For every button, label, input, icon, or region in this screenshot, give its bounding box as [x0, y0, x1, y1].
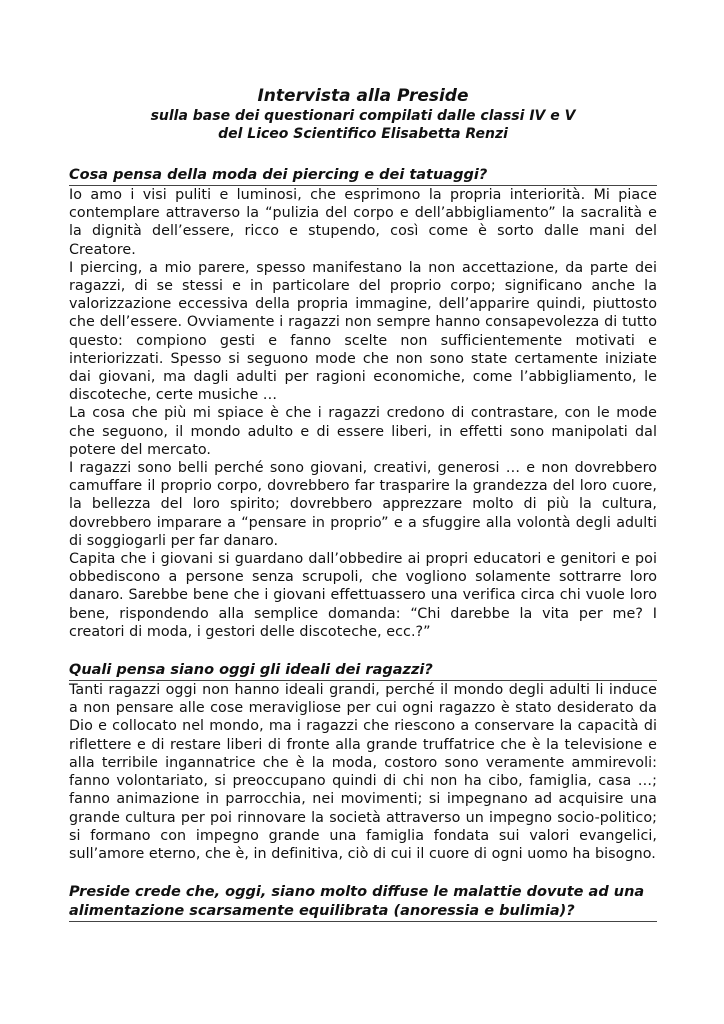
interview-section-ideals [69, 661, 657, 863]
answer-paragraph: La cosa che più mi spiace è che i ragazzi credono di contrastare, con le mode che seguono, il mondo adulto e di essere liberi, in effetti sono manipolati dal potere del mercato. [69, 405, 657, 458]
answer-paragraph: Capita che i giovani si guardano dall’obbedire ai propri educatori e genitori e poi obbediscono a persone senza scrupoli, che vogliono solamente sottrarre loro danaro. Sarebbe bene che i giovani effettuassero una verifica circa chi vuole loro bene, rispondendo alla semplice domanda: “Chi darebbe la vita per me? I creatori di moda, i gestori delle discoteche, ecc.?” [69, 551, 657, 640]
interview-section-eating-disorders [69, 883, 657, 922]
question-heading: Cosa pensa della moda dei piercing e dei tatuaggi? [69, 166, 657, 186]
document-subtitle-line-1: sulla base dei questionari compilati dalle classi IV e V [150, 108, 576, 124]
answer-paragraph: I ragazzi sono belli perché sono giovani, creativi, generosi … e non dovrebbero camuffare il proprio corpo, dovrebbero far trasparire la grandezza del loro cuore, la bellezza del loro spirito; dovrebbero apprezzare molto di più la cultura, dovrebbero imparare a “pensare in proprio” e a sfuggire alla volontà degli adulti di soggiogarli per far danaro. [69, 460, 657, 549]
answer-body [69, 186, 657, 641]
answer-paragraph: Tanti ragazzi oggi non hanno ideali grandi, perché il mondo degli adulti li induce a non pensare alle cose meravigliose per cui ogni ragazzo è stato desiderato da Dio e collocato nel mondo, ma i ragazzi che riescono a conservare la capacità di riflettere e di restare liberi di fronte alla grande truffatrice che è la televisione e alla terribile ingannatrice che è la moda, costoro sono veramente ammirevoli: fanno volontariato, si preoccupano quindi di chi non ha cibo, famiglia, casa …; fanno animazione in parrocchia, nei movimenti; si impegnano ad acquisire una grande cultura per poi rinnovare la società attraverso un impegno socio-politico; si formano con impegno grande una famiglia fondata sui valori evangelici, sull’amore eterno, che è, in definitiva, ciò di cui il cuore di ogni uomo ha bisogno. [69, 682, 657, 862]
interview-section-piercing [69, 166, 657, 641]
document-page [69, 85, 657, 922]
document-title: Intervista alla Preside [257, 86, 469, 106]
answer-body [69, 681, 657, 863]
question-heading: Preside crede che, oggi, siano molto diffuse le malattie dovute ad una alimentazione scarsamente equilibrata (anoressia e bulimia)? [69, 883, 657, 922]
answer-paragraph: Io amo i visi puliti e luminosi, che esprimono la propria interiorità. Mi piace contemplare attraverso la “pulizia del corpo e dell’abbigliamento” la sacralità e la dignità dell’essere, ricco e stupendo, così come è sorto dalle mani del Creatore. [69, 187, 657, 258]
answer-paragraph: I piercing, a mio parere, spesso manifestano la non accettazione, da parte dei ragazzi, di se stessi e in particolare del proprio corpo; significano anche la valorizzazione eccessiva della propria immagine, dell’apparire quindi, piuttosto che dell’essere. Ovviamente i ragazzi non sempre hanno consapevolezza di tutto questo: compiono gesti e fanno scelte non sufficientemente motivati e interiorizzati. Spesso si seguono mode che non sono state certamente iniziate dai giovani, ma dagli adulti per ragioni economiche, come l’abbigliamento, le discoteche, certe musiche … [69, 259, 657, 404]
document-subtitle-line-2: del Liceo Scientifico Elisabetta Renzi [218, 126, 508, 142]
question-heading: Quali pensa siano oggi gli ideali dei ragazzi? [69, 661, 657, 681]
